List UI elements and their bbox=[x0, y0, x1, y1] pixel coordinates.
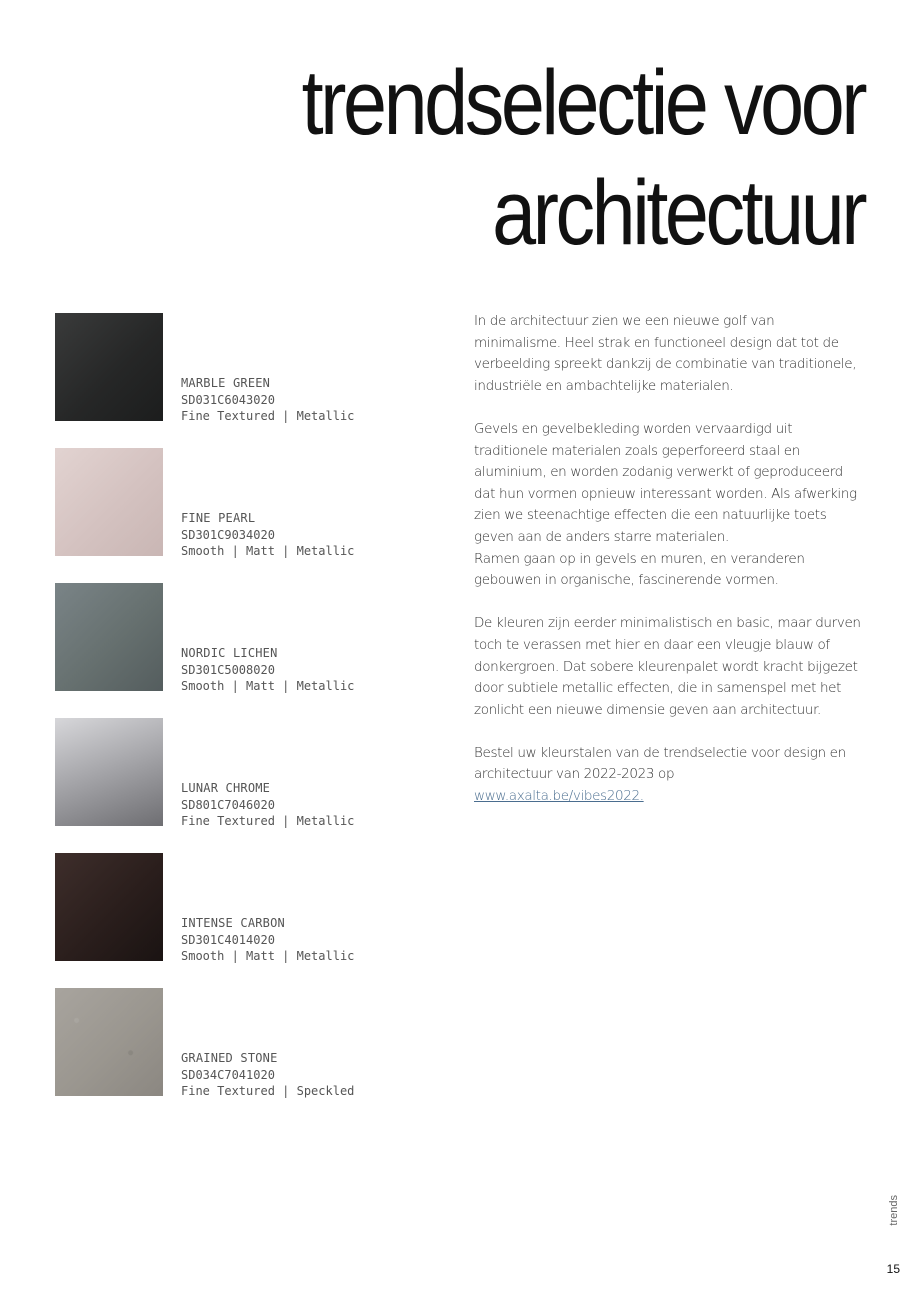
vibes-link[interactable]: www.axalta.be/vibes2022. bbox=[474, 788, 644, 805]
swatch-finish: Smooth | Matt | Metallic bbox=[181, 544, 355, 558]
swatch-finish: Smooth | Matt | Metallic bbox=[181, 679, 355, 693]
swatch-name: MARBLE GREEN bbox=[181, 376, 271, 390]
swatch-finish: Smooth | Matt | Metallic bbox=[181, 949, 355, 963]
swatch-meta bbox=[181, 510, 354, 560]
swatch-name: NORDIC LICHEN bbox=[181, 646, 278, 660]
page-title-line-2: architectuur bbox=[491, 162, 864, 264]
paragraph-facades: Gevels en gevelbekleding worden vervaardigd uit traditionele materialen zoals geperforeerd staal en aluminium, en worden zodanig verwerkt of geproduceerd dat hun vormen opnieuw interessant worden. Als afwerking zien we steenachtige effecten die een natuurlijke toets geven aan de anders starre materialen. Ramen gaan op in gevels en muren, en veranderen gebouwen in organische, fascinerende vormen. bbox=[474, 420, 857, 589]
color-chip bbox=[55, 583, 163, 691]
swatch-meta bbox=[181, 915, 354, 965]
section-label: trends bbox=[888, 1195, 900, 1226]
swatch-code: SD301C4014020 bbox=[181, 932, 275, 947]
swatch-code: SD301C9034020 bbox=[181, 527, 275, 542]
swatch-code: SD034C7041020 bbox=[181, 1067, 275, 1082]
order-text: Bestel uw kleurstalen van de trendselectie voor design en architectuur van 2022-2023 op bbox=[474, 744, 846, 783]
swatch-meta bbox=[181, 1050, 354, 1100]
page-title-line-1: trendselectie voor bbox=[301, 52, 864, 154]
color-chip bbox=[55, 718, 163, 826]
swatch-code: SD801C7046020 bbox=[181, 797, 275, 812]
swatch-code: SD301C5008020 bbox=[181, 662, 275, 677]
color-chip bbox=[55, 853, 163, 961]
swatch-meta bbox=[181, 645, 354, 695]
color-chip bbox=[55, 448, 163, 556]
swatch-intense-carbon bbox=[55, 853, 355, 988]
swatch-name: GRAINED STONE bbox=[181, 1051, 278, 1065]
swatch-meta bbox=[181, 780, 354, 830]
paragraph-order bbox=[474, 743, 864, 808]
swatch-lunar-chrome bbox=[55, 718, 355, 853]
article-body bbox=[474, 311, 864, 829]
swatch-name: LUNAR CHROME bbox=[181, 781, 271, 795]
swatch-finish: Fine Textured | Metallic bbox=[181, 409, 355, 423]
swatch-finish: Fine Textured | Speckled bbox=[181, 1084, 355, 1098]
swatch-meta bbox=[181, 375, 354, 425]
swatch-fine-pearl bbox=[55, 448, 355, 583]
swatch-name: INTENSE CARBON bbox=[181, 916, 285, 930]
swatch-name: FINE PEARL bbox=[181, 511, 256, 525]
swatch-code: SD031C6043020 bbox=[181, 392, 275, 407]
swatch-marble-green bbox=[55, 313, 355, 448]
paragraph-colors: De kleuren zijn eerder minimalistisch en basic, maar durven toch te verassen met hier en daar een vleugje blauw of donkergroen. Dat sobere kleurenpalet wordt kracht bijgezet door subtiele metallic effecten, die in samenspel met het zonlicht een nieuwe dimensie geven aan architectuur. bbox=[474, 615, 861, 718]
color-chip bbox=[55, 988, 163, 1096]
page-number: 15 bbox=[886, 1262, 900, 1276]
swatch-nordic-lichen bbox=[55, 583, 355, 718]
color-chip bbox=[55, 313, 163, 421]
page-title bbox=[301, 48, 864, 268]
swatch-grained-stone bbox=[55, 988, 355, 1123]
color-swatch-list bbox=[55, 313, 355, 1123]
swatch-finish: Fine Textured | Metallic bbox=[181, 814, 355, 828]
paragraph-intro: In de architectuur zien we een nieuwe golf van minimalisme. Heel strak en functioneel design dat tot de verbeelding spreekt dankzij de combinatie van traditionele, industriële en ambachtelijke materialen. bbox=[474, 313, 857, 394]
